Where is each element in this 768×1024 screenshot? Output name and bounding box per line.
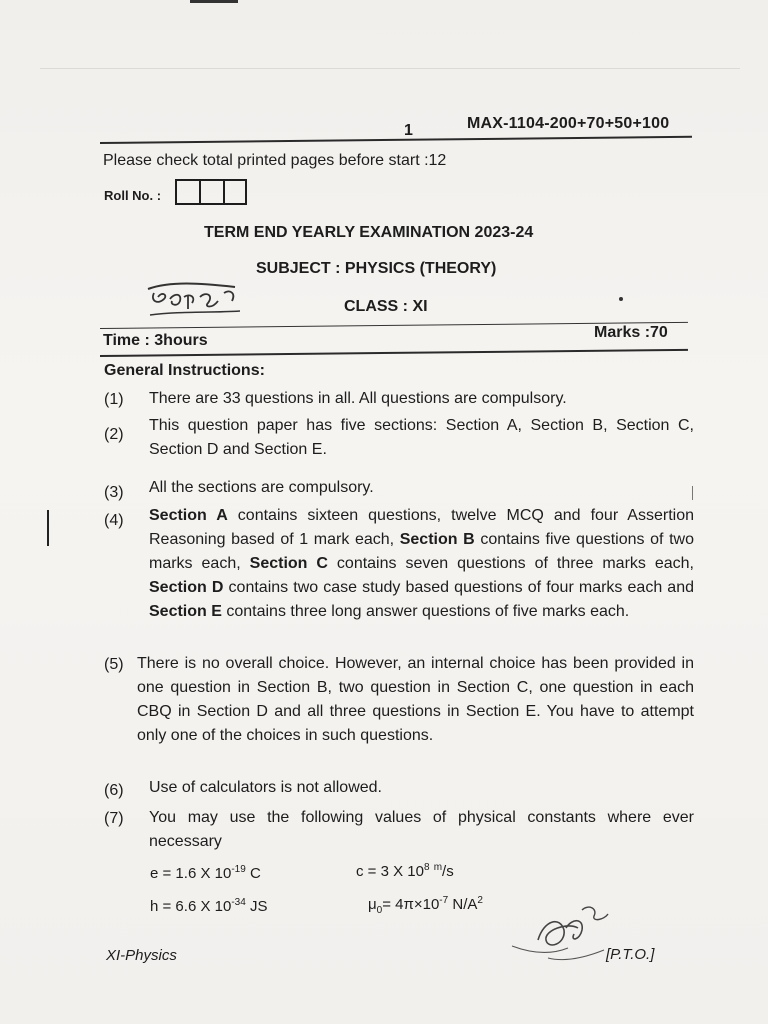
marks-label: Marks :70 — [594, 324, 668, 341]
instruction-text: This question paper has five sections: Section A, Section B, Section C, Section D and Section E. — [149, 417, 694, 458]
section-a-label: Section A — [149, 507, 228, 524]
constant-permeability — [368, 895, 483, 916]
paper-code: MAX-1104-200+70+50+100 — [467, 115, 670, 132]
scan-line — [40, 68, 740, 69]
section-c-text: contains seven questions of three marks each, — [327, 555, 695, 572]
constant-text: e = 1.6 X 10 — [150, 865, 232, 882]
constant-unit: C — [245, 865, 261, 882]
constant-exponent: -34 — [231, 897, 246, 908]
instruction-text: You may use the following values of physical constants where ever necessary — [149, 809, 694, 850]
section-b-text: contains five questions of two marks each, — [149, 531, 695, 572]
instruction-text: All the sections are compulsory. — [149, 479, 374, 496]
instruction-number: (6) — [104, 782, 124, 799]
section-d-text: contains two case study based questions of four marks each and — [223, 579, 695, 596]
instruction-number: (5) — [104, 656, 124, 673]
instruction-text: There are 33 questions in all. All questions are compulsory. — [149, 390, 567, 407]
instruction-number: (2) — [104, 426, 124, 443]
constant-text: = 4π×10 — [382, 896, 440, 913]
constant-planck — [150, 897, 267, 915]
constant-speed-of-light — [356, 862, 454, 880]
instructions-heading: General Instructions: — [104, 362, 265, 379]
constant-text: c = 3 X 10 — [356, 863, 424, 880]
section-a-text: contains sixteen questions, twelve MCQ and four Assertion Reasoning based of 1 mark each, — [149, 507, 694, 548]
time-label: Time : 3hours — [103, 332, 208, 349]
exam-title: TERM END YEARLY EXAMINATION 2023-24 — [204, 224, 534, 241]
footer-pto: [P.T.O.] — [606, 946, 655, 963]
constant-text: h = 6.6 X 10 — [150, 898, 232, 915]
section-e-text: contains three long answer questions of five marks each. — [221, 603, 630, 620]
section-e-label: Section E — [149, 603, 222, 620]
constant-unit: N/A — [448, 896, 478, 913]
instruction-number: (3) — [104, 484, 124, 501]
constant-exponent: -7 — [439, 895, 449, 906]
constant-symbol: μ — [368, 896, 377, 913]
instruction-text: There is no overall choice. However, an internal choice has been provided in one question in Section B, two question in Section C, one question in each CBQ in Section D and all three questions in Section E. You have to attempt only one of the choices in such questions. — [137, 655, 694, 744]
roll-box — [175, 179, 199, 205]
constant-exponent: -19 — [231, 864, 246, 875]
roll-box — [223, 179, 247, 205]
ink-dot — [619, 297, 623, 301]
instruction-text: Use of calculators is not allowed. — [149, 779, 382, 796]
section-c-label: Section C — [249, 555, 328, 572]
instruction-text — [149, 504, 694, 624]
footer-subject-code: XI-Physics — [106, 947, 177, 964]
section-d-label: Section D — [149, 579, 224, 596]
constant-exponent: 8 — [423, 862, 430, 873]
instruction-number: (1) — [104, 391, 124, 408]
check-pages-note: Please check total printed pages before start :12 — [103, 152, 447, 169]
constant-unit-sup: m — [433, 862, 443, 873]
header-rule — [100, 136, 692, 144]
constant-unit: JS — [245, 898, 268, 915]
class-title: CLASS : XI — [344, 298, 428, 315]
constant-unit: /s — [442, 863, 454, 880]
subject-title: SUBJECT : PHYSICS (THEORY) — [256, 260, 497, 277]
handwritten-scribble — [140, 275, 250, 319]
time-rule-bottom — [100, 349, 688, 357]
page-number: 1 — [404, 122, 413, 139]
instruction-number: (7) — [104, 810, 124, 827]
roll-box — [199, 179, 223, 205]
roll-number-label: Roll No. : — [104, 188, 162, 203]
margin-mark — [47, 510, 49, 546]
section-b-label: Section B — [399, 531, 475, 548]
scan-mark — [190, 0, 238, 3]
constant-subscript: 0 — [376, 905, 383, 916]
signature — [508, 900, 618, 970]
constant-unit-exponent: 2 — [477, 895, 483, 906]
instruction-number: (4) — [104, 512, 124, 529]
constant-electron-charge — [150, 864, 261, 882]
roll-number-boxes — [175, 179, 247, 205]
